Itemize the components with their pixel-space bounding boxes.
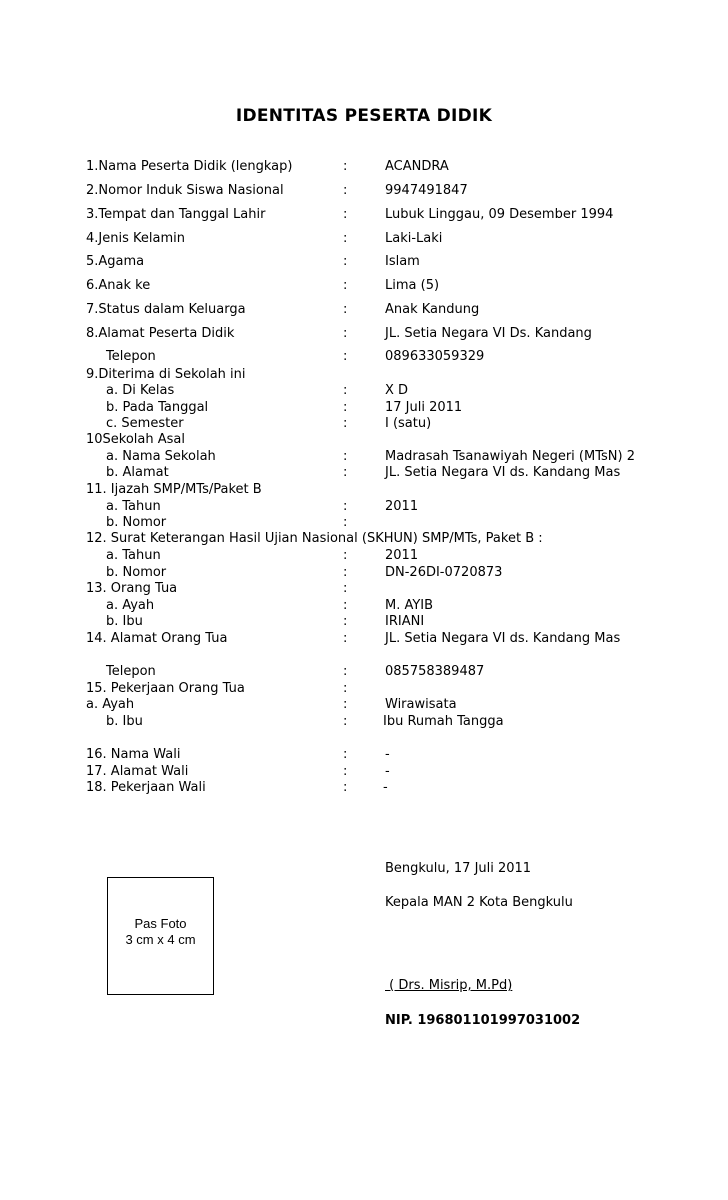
- field-colon: :: [343, 780, 348, 795]
- field-colon: :: [343, 631, 348, 646]
- field-value: 085758389487: [385, 664, 485, 679]
- field-row: [0, 325, 728, 343]
- field-colon: :: [343, 383, 348, 398]
- field-label: b. Alamat: [106, 465, 169, 480]
- signature-name: ( Drs. Misrip, M.Pd): [385, 978, 513, 993]
- field-row: [0, 206, 728, 224]
- field-value: Wirawisata: [385, 697, 457, 712]
- field-colon: :: [343, 231, 348, 246]
- field-label: 4.Jenis Kelamin: [86, 231, 185, 246]
- field-colon: :: [343, 183, 348, 198]
- field-row: [0, 613, 728, 631]
- field-value: M. AYIB: [385, 598, 434, 613]
- field-colon: :: [343, 581, 348, 596]
- field-label: b. Nomor: [106, 515, 167, 530]
- photo-label: Pas Foto: [134, 916, 187, 931]
- signature-position: Kepala MAN 2 Kota Bengkulu: [385, 895, 573, 910]
- field-label: 15. Pekerjaan Orang Tua: [86, 681, 245, 696]
- field-value: 9947491847: [385, 183, 468, 198]
- field-label: 18. Pekerjaan Wali: [86, 780, 206, 795]
- field-value: -: [385, 764, 390, 779]
- field-row: [0, 301, 728, 319]
- field-label: 17. Alamat Wali: [86, 764, 189, 779]
- photo-placeholder: [107, 877, 214, 995]
- field-colon: :: [343, 400, 348, 415]
- field-label: b. Nomor: [106, 565, 167, 580]
- field-label: c. Semester: [106, 416, 184, 431]
- field-value: Lubuk Linggau, 09 Desember 1994: [385, 207, 614, 222]
- document-title: IDENTITAS PESERTA DIDIK: [235, 106, 493, 126]
- field-colon: :: [343, 614, 348, 629]
- field-value: -: [383, 780, 388, 795]
- field-value: 2011: [385, 499, 419, 514]
- field-row: [0, 779, 728, 797]
- field-label: a. Nama Sekolah: [106, 449, 216, 464]
- field-row: [0, 746, 728, 764]
- field-value: DN-26DI-0720873: [385, 565, 503, 580]
- field-row: [0, 230, 728, 248]
- field-colon: :: [343, 349, 348, 364]
- field-colon: :: [343, 565, 348, 580]
- field-label: 1.Nama Peserta Didik (lengkap): [86, 159, 293, 174]
- field-colon: :: [343, 747, 348, 762]
- field-colon: :: [343, 278, 348, 293]
- field-value: JL. Setia Negara VI ds. Kandang Mas: [385, 631, 621, 646]
- field-label: b. Ibu: [106, 714, 143, 729]
- field-value: I (satu): [385, 416, 432, 431]
- field-row: [0, 696, 728, 714]
- field-colon: :: [343, 515, 348, 530]
- field-colon: :: [343, 207, 348, 222]
- field-value: X D: [385, 383, 409, 398]
- field-row: [0, 663, 728, 681]
- field-label: b. Pada Tanggal: [106, 400, 209, 415]
- field-label: 10Sekolah Asal: [86, 432, 186, 447]
- field-label: 14. Alamat Orang Tua: [86, 631, 228, 646]
- field-value: ACANDRA: [385, 159, 449, 174]
- field-label: 11. Ijazah SMP/MTs/Paket B: [86, 482, 262, 497]
- section-heading: [0, 431, 728, 449]
- field-row: [0, 182, 728, 200]
- photo-caption: [108, 916, 213, 948]
- field-label: 7.Status dalam Keluarga: [86, 302, 246, 317]
- field-colon: :: [343, 664, 348, 679]
- photo-size: 3 cm x 4 cm: [125, 932, 196, 947]
- field-value: IRIANI: [385, 614, 425, 629]
- section-heading: [0, 530, 728, 548]
- field-row: [0, 382, 728, 400]
- field-colon: :: [343, 159, 348, 174]
- field-colon: :: [343, 598, 348, 613]
- field-value: 2011: [385, 548, 419, 563]
- section-heading: [0, 481, 728, 499]
- signature-nip: NIP. 196801101997031002: [385, 1013, 581, 1028]
- field-label: Telepon: [106, 349, 156, 364]
- field-value: JL. Setia Negara VI Ds. Kandang: [385, 326, 592, 341]
- signature-place-date: Bengkulu, 17 Juli 2011: [385, 861, 532, 876]
- field-label: 16. Nama Wali: [86, 747, 181, 762]
- field-value: JL. Setia Negara VI ds. Kandang Mas: [385, 465, 621, 480]
- field-value: 17 Juli 2011: [385, 400, 463, 415]
- field-colon: :: [343, 681, 348, 696]
- field-label: 2.Nomor Induk Siswa Nasional: [86, 183, 284, 198]
- field-colon: :: [343, 302, 348, 317]
- field-colon: :: [343, 449, 348, 464]
- field-colon: :: [343, 254, 348, 269]
- field-label: 6.Anak ke: [86, 278, 151, 293]
- field-label: a. Ayah: [86, 697, 135, 712]
- field-label: 13. Orang Tua: [86, 581, 178, 596]
- field-colon: :: [343, 548, 348, 563]
- field-row: [0, 464, 728, 482]
- field-row: [0, 348, 728, 366]
- field-value: Madrasah Tsanawiyah Negeri (MTsN) 2: [385, 449, 635, 464]
- field-label: a. Tahun: [106, 499, 161, 514]
- field-colon: :: [343, 416, 348, 431]
- field-colon: :: [343, 326, 348, 341]
- field-label: a. Di Kelas: [106, 383, 175, 398]
- field-row: [0, 630, 728, 648]
- field-row: [0, 158, 728, 176]
- field-label: a. Tahun: [106, 548, 161, 563]
- field-value: Lima (5): [385, 278, 440, 293]
- field-row: [0, 277, 728, 295]
- field-label: b. Ibu: [106, 614, 143, 629]
- field-value: 089633059329: [385, 349, 485, 364]
- field-label: a. Ayah: [106, 598, 155, 613]
- field-label: Telepon: [106, 664, 156, 679]
- field-row: [0, 253, 728, 271]
- field-label: 3.Tempat dan Tanggal Lahir: [86, 207, 266, 222]
- field-value: Anak Kandung: [385, 302, 480, 317]
- field-colon: :: [343, 465, 348, 480]
- field-value: Ibu Rumah Tangga: [383, 714, 504, 729]
- field-colon: :: [343, 764, 348, 779]
- field-value: -: [385, 747, 390, 762]
- field-label: 9.Diterima di Sekolah ini: [86, 367, 246, 382]
- field-value: Laki-Laki: [385, 231, 443, 246]
- field-row: [0, 580, 728, 598]
- field-label: 12. Surat Keterangan Hasil Ujian Nasional (SKHUN) SMP/MTs, Paket B :: [86, 531, 543, 546]
- field-row: [0, 713, 728, 731]
- field-colon: :: [343, 714, 348, 729]
- field-colon: :: [343, 697, 348, 712]
- field-value: Islam: [385, 254, 420, 269]
- field-label: 5.Agama: [86, 254, 145, 269]
- field-colon: :: [343, 499, 348, 514]
- field-row: [0, 547, 728, 565]
- field-label: 8.Alamat Peserta Didik: [86, 326, 235, 341]
